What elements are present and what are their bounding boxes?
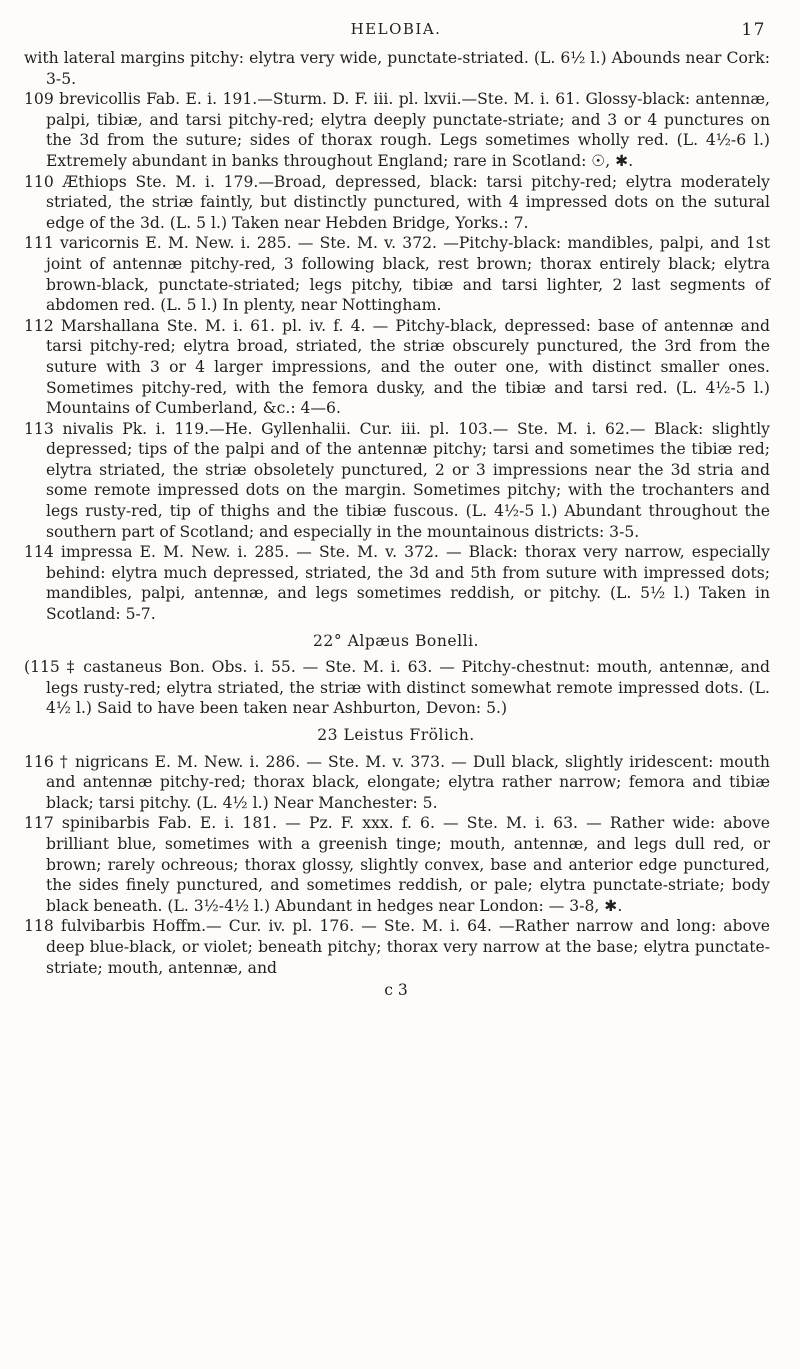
- species-entry: [22, 172, 770, 234]
- species-list-3: [22, 752, 770, 979]
- text-body: [22, 48, 770, 1001]
- species-text: impressa E. M. New. i. 285. — Ste. M. v. 372. — Black: thorax very narrow, especially behind: elytra much depressed, striated, the 3d and 5th from suture with impressed dots; mandibles, palpi, antennæ, and legs sometimes reddish, or pitchy. (L. 5½ l.) Taken in Scotland: 5-7.: [46, 543, 770, 624]
- genus-heading: 23 Leistus Frölich.: [317, 726, 475, 744]
- species-number: 116 †: [24, 752, 69, 771]
- species-entry: [22, 657, 770, 719]
- species-entry: [22, 916, 770, 978]
- species-number: 117: [24, 814, 54, 833]
- species-text: varicornis E. M. New. i. 285. — Ste. M. v. 372. —Pitchy-black: mandibles, palpi, and 1st joint of antennæ pitchy-red, 3 following black, rest brown; thorax entirely black; elytra brown-black, punctate-striated; legs pitchy, tibiæ and tarsi lighter, 2 last segments of abdomen red. (L. 5 l.) In plenty, near Nottingham.: [46, 234, 770, 315]
- running-title: HELOBIA.: [350, 20, 442, 38]
- species-entry: [22, 542, 770, 624]
- species-text: castaneus Bon. Obs. i. 55. — Ste. M. i. 63. — Pitchy-chestnut: mouth, antennæ, and legs rusty-red; elytra striated, the striæ with distinct somewhat remote impressed dots. (L. 4½ l.) Said to have been taken near Ashburton, Devon: 5.): [46, 658, 770, 718]
- species-text: spinibarbis Fab. E. i. 181. — Pz. F. xxx. f. 6. — Ste. M. i. 63. — Rather wide: above brilliant blue, sometimes with a greenish tinge; mouth, antennæ, and legs dull red, or brown; rarely ochreous; thorax glossy, slightly convex, base and anterior edge punctured, the sides finely punctured, and sometimes reddish, or pale; elytra punctate-striate; body black beneath. (L. 3½-4½ l.) Abundant in hedges near London: — 3-8, ✱.: [46, 814, 770, 915]
- species-text: Æthiops Ste. M. i. 179.—Broad, depressed, black: tarsi pitchy-red; elytra moderately striated, the striæ faintly, but distinctly punctured, with 4 impressed dots on the sutural edge of the 3d. (L. 5 l.) Taken near Hebden Bridge, Yorks.: 7.: [46, 172, 770, 232]
- species-text: brevicollis Fab. E. i. 191.—Sturm. D. F. iii. pl. lxvii.—Ste. M. i. 61. Glossy-black: antennæ, palpi, tibiæ, and tarsi pitchy-red; elytra deeply punctate-striate; and 3 or 4 punctures on the 3d from the suture; sides of thorax rough. Legs sometimes wholly red. (L. 4½-6 l.) Extremely abundant in banks throughout England; rare in Scotland: ☉, ✱.: [46, 90, 770, 170]
- species-number: 114: [24, 543, 54, 562]
- species-number: 110: [24, 172, 54, 191]
- species-list-2: [22, 657, 770, 719]
- running-head: [22, 20, 770, 48]
- species-number: (115 ‡: [24, 658, 77, 677]
- species-entry: [22, 89, 770, 171]
- species-number: 118: [24, 917, 54, 936]
- intro-text: with lateral margins pitchy: elytra very wide, punctate-striated. (L. 6½ l.) Abounds near Cork: 3-5.: [24, 49, 770, 88]
- species-text: Marshallana Ste. M. i. 61. pl. iv. f. 4. — Pitchy-black, depressed: base of antennæ and tarsi pitchy-red; elytra broad, striated, the striæ obscurely punctured, the 3rd from the suture with 3 or 4 larger impressions, and the outer one, with distinct smaller ones. Sometimes pitchy-red, with the femora dusky, and the tibiæ and tarsi red. (L. 4½-5 l.) Mountains of Cumberland, &c.: 4—6.: [46, 316, 770, 418]
- species-entry: [22, 316, 770, 419]
- species-text: nivalis Pk. i. 119.—He. Gyllenhalii. Cur. iii. pl. 103.— Ste. M. i. 62.— Black: slightly depressed; tips of the palpi and of the antennæ pitchy; tarsi and sometimes the tibiæ red; elytra striated, the striæ obsoletely punctured, 2 or 3 impressions near the 3d stria and some remote impressed dots on the margin. Sometimes pitchy; with the trochanters and legs rusty-red, tip of thighs and the tibiæ fuscous. (L. 4½-5 l.) Abundant throughout the southern part of Scotland; and especially in the mountainous districts: 3-5.: [46, 419, 770, 541]
- intro-continuation: [22, 48, 770, 89]
- species-number: 109: [24, 90, 54, 109]
- page-number: 17: [741, 20, 766, 40]
- species-text: fulvibarbis Hoffm.— Cur. iv. pl. 176. — Ste. M. i. 64. —Rather narrow and long: above deep blue-black, or violet; beneath pitchy; thorax very narrow at the base; elytra punctate-striate; mouth, antennæ, and: [46, 917, 770, 977]
- species-list-1: [22, 89, 770, 624]
- species-number: 113: [24, 419, 54, 438]
- genus-heading: 22° Alpæus Bonelli.: [312, 631, 480, 650]
- species-text: nigricans E. M. New. i. 286. — Ste. M. v. 373. — Dull black, slightly iridescent: mouth and antennæ pitchy-red; thorax black, elongate; elytra rather narrow; femora and tibiæ black; tarsi pitchy. (L. 4½ l.) Near Manchester: 5.: [46, 752, 770, 812]
- signature-mark: c 3: [384, 981, 408, 1000]
- species-entry: [22, 813, 770, 916]
- species-number: 111: [24, 234, 54, 253]
- species-entry: [22, 233, 770, 315]
- species-entry: [22, 419, 770, 543]
- species-entry: [22, 752, 770, 814]
- species-number: 112: [24, 316, 54, 335]
